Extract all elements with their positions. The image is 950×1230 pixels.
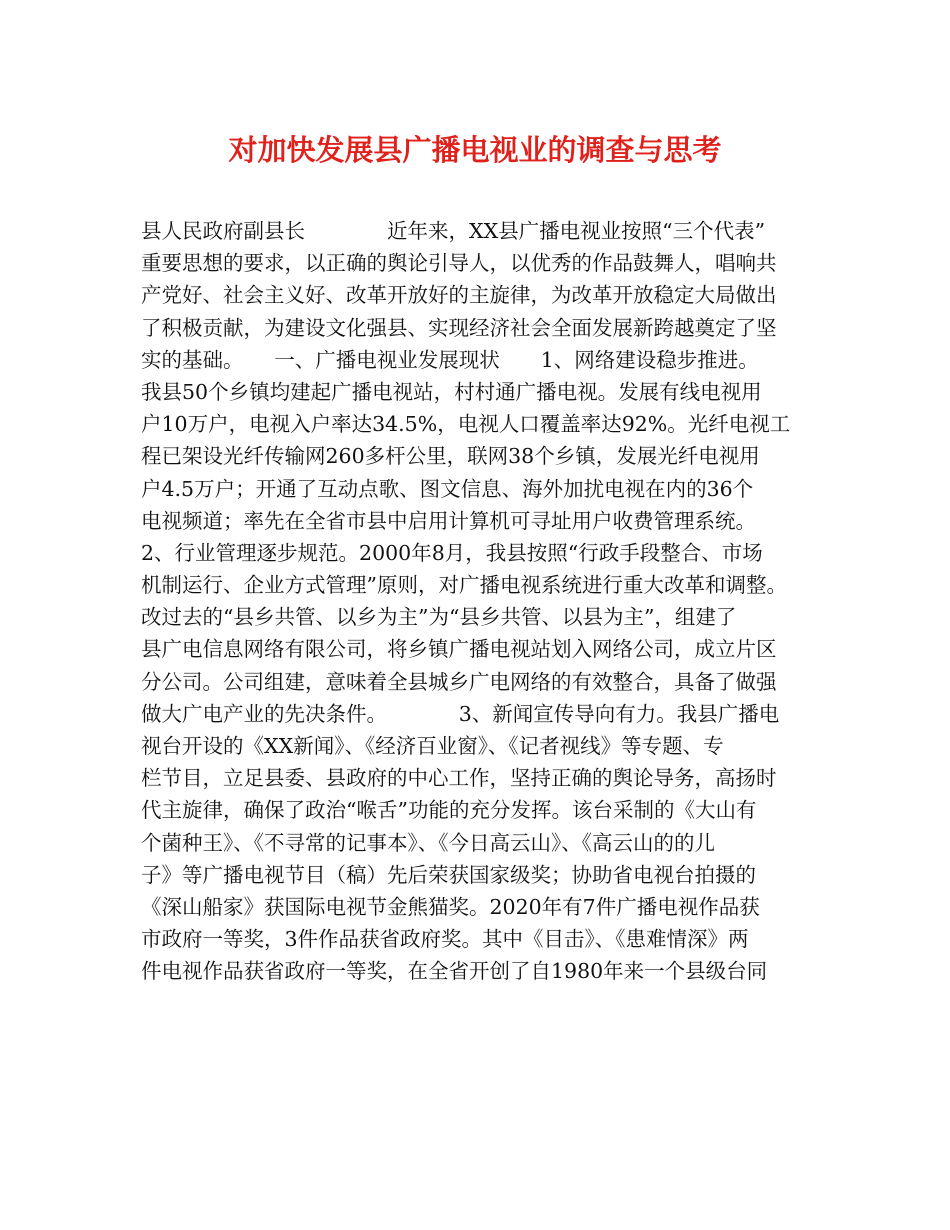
body-line: 子》等广播电视节目（稿）先后荣获国家级奖；协助省电视台拍摄的: [141, 862, 756, 887]
body-line: 视台开设的《XX新闻》、《经济百业窗》、《记者视线》等专题、专: [141, 734, 724, 758]
body-line: 重要思想的要求，以正确的舆论引导人，以优秀的作品鼓舞人，唱响共: [141, 251, 777, 276]
body-line: 栏节目，立足县委、县政府的中心工作，坚持正确的舆论导务，高扬时: [141, 766, 777, 791]
body-line: 市政府一等奖，3件作品获省政府奖。其中《目击》、《患难情深》两: [141, 927, 749, 952]
document-title: 对加快发展县广播电视业的调查与思考: [228, 133, 722, 167]
body-line: 个菌种王》、《不寻常的记事本》、《今日高云山》、《高云山的的儿: [141, 830, 715, 855]
body-line: 2、行业管理逐步规范。2000年8月，我县按照“行政手段整合、市场: [141, 540, 763, 565]
body-line: 产党好、社会主义好、改革开放好的主旋律，为改革开放稳定大局做出: [141, 283, 777, 308]
body-line: 实的基础。 一、广播电视业发展现状 1、网络建设稳步推进。: [141, 347, 759, 372]
body-line: 机制运行、企业方式管理”原则，对广播电视系统进行重大改革和调整。: [141, 573, 787, 598]
body-line: 我县50个乡镇均建起广播电视站，村村通广播电视。发展有线电视用: [141, 379, 762, 404]
body-line: 户10万户，电视入户率达34.5%，电视人口覆盖率达92%。光纤电视工: [141, 412, 791, 437]
document-body: [141, 215, 821, 988]
body-line: 《深山船家》获国际电视节金熊猫奖。2020年有7件广播电视作品获: [141, 894, 760, 919]
body-line: 代主旋律，确保了政治“喉舌”功能的充分发挥。该台采制的《大山有: [141, 798, 757, 823]
body-line: 分公司。公司组建，意味着全县城乡广电网络的有效整合，具备了做强: [141, 669, 777, 694]
body-line: 县人民政府副县长 近年来，XX县广播电视业按照“三个代表”: [141, 219, 766, 243]
body-line: 改过去的“县乡共管、以乡为主”为“县乡共管、以县为主”，组建了: [141, 605, 737, 630]
body-line: 件电视作品获省政府一等奖，在全省开创了自1980年来一个县级台同: [141, 959, 768, 984]
body-line: 户4.5万户；开通了互动点歌、图文信息、海外加扰电视在内的36个: [141, 476, 754, 501]
body-line: 县广电信息网络有限公司，将乡镇广播电视站划入网络公司，成立片区: [141, 637, 777, 662]
body-line: 电视频道；率先在全省市县中启用计算机可寻址用户收费管理系统。: [141, 508, 756, 533]
body-line: 了积极贡献，为建设文化强县、实现经济社会全面发展新跨越奠定了坚: [141, 315, 777, 340]
body-line: 程已架设光纤传输网260多杆公里，联网38个乡镇，发展光纤电视用: [141, 444, 760, 469]
body-line: 做大广电产业的先决条件。 3、新闻宣传导向有力。我县广播电: [141, 701, 780, 726]
